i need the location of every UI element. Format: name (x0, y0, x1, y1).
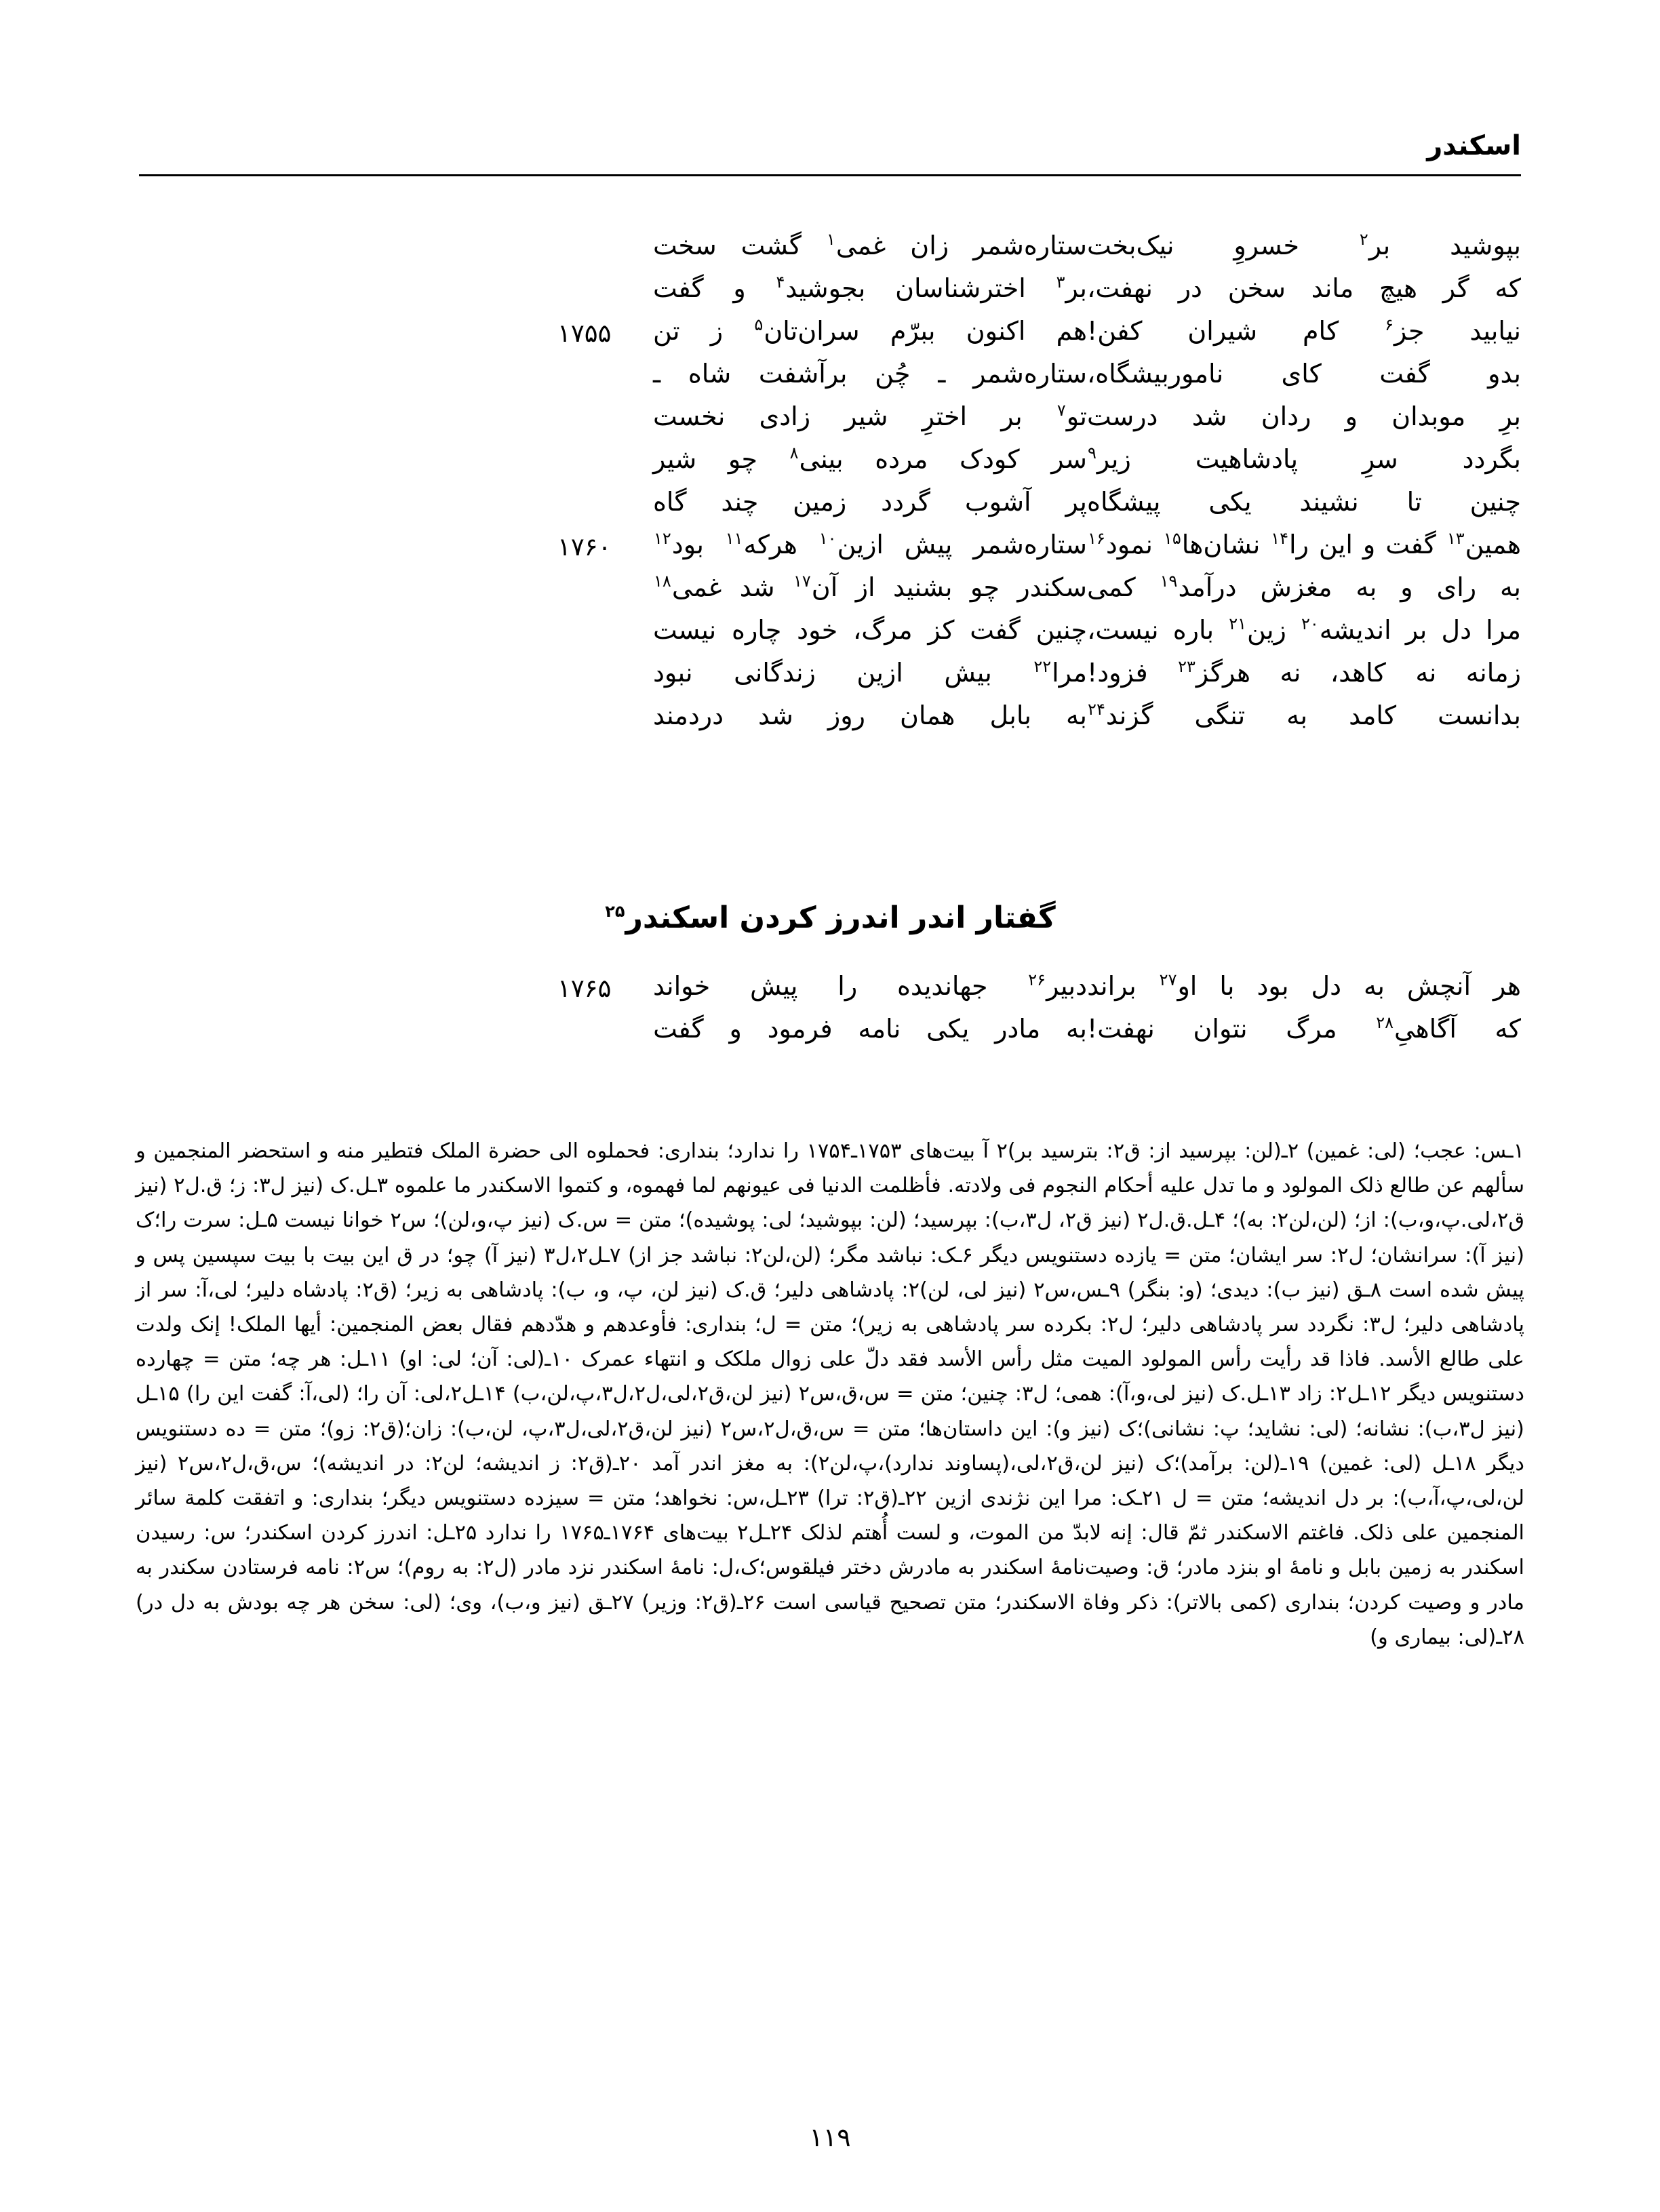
verse-couplet (139, 231, 1521, 273)
verse-word: بابل (989, 700, 1032, 730)
verse-word: بود (1257, 971, 1289, 1001)
verse-word: گفت (1385, 530, 1436, 559)
verse-word: فزود! (1087, 658, 1148, 688)
verse-word: بر (1001, 401, 1023, 431)
verse-word: به (1500, 572, 1521, 602)
verse-word: را (837, 971, 858, 1001)
verse-word: بر (1405, 615, 1427, 645)
verse-number (548, 273, 629, 276)
hemistich-second (1087, 273, 1521, 303)
verse-word: ناموربیشگاه، (1087, 359, 1224, 389)
verse-word: سخت (653, 231, 717, 260)
verse-word: نیابید (1469, 316, 1521, 346)
verse-couplet (139, 487, 1521, 530)
verse-word: نشیند (1299, 487, 1359, 517)
header-divider-rule (139, 174, 1521, 176)
verse-word: زان (910, 231, 949, 260)
running-head: اسکندر (1427, 130, 1521, 161)
verse-word: او$^{۲۷}$ (1159, 970, 1198, 1001)
footnote-marker: ۲۳ (1178, 657, 1195, 677)
verse-word: هر (1493, 971, 1521, 1001)
footnote-marker: ۱۰ (818, 529, 837, 549)
verse-word: نیست (653, 615, 717, 645)
verse-word: خود (797, 615, 838, 645)
footnote-marker: ۱۷ (793, 572, 811, 591)
hemistich-first (653, 530, 1087, 559)
verse-number: ۱۷۵۵ (557, 319, 612, 348)
verse-word: شد (758, 700, 793, 730)
verse-word: یکی (1208, 487, 1252, 517)
verse-word: پر (1065, 487, 1087, 517)
verse-word: تنگی (1194, 700, 1246, 730)
verse-word: پیشگاه (1087, 487, 1161, 517)
footnotes-apparatus (136, 1134, 1524, 1655)
footnote-marker: ۲۷ (1159, 970, 1177, 990)
verse-couplet (139, 615, 1521, 658)
verse-word: باره (1172, 615, 1214, 645)
verse-word: به (1286, 700, 1308, 730)
verse-word: زین$^{۲۱}$ (1229, 614, 1286, 645)
hemistich-second (1087, 615, 1521, 645)
verse-word: از (855, 572, 875, 602)
hemistich-first (653, 444, 1087, 474)
verse-word: براند (1087, 971, 1137, 1001)
verse-word: یکی (926, 1014, 970, 1044)
verse-word: ردان (1261, 401, 1311, 431)
verse-word: چو (970, 572, 1000, 602)
verse-word: جهاندیده (896, 971, 988, 1001)
section-heading-note-marker: ۲۵ (605, 902, 625, 922)
verse-couplet (139, 401, 1521, 444)
verse-word: ماند (1311, 273, 1354, 303)
hemistich-second (1087, 971, 1521, 1001)
verse-word: زندگانی (734, 658, 816, 688)
verse-word: نامه (858, 1014, 901, 1044)
verse-word: آشوب (964, 487, 1031, 517)
verse-word: مرده (875, 444, 928, 474)
verse-word: بجوشید$^۴$ (776, 273, 866, 303)
verse-word: همین$^{۱۳}$ (1446, 529, 1521, 559)
footnote-marker: ۴ (776, 273, 785, 292)
verse-word: شد (1191, 401, 1227, 431)
verse-couplet (139, 971, 1521, 1014)
verse-word: کاهد، (1330, 658, 1386, 688)
hemistich-second (1087, 530, 1521, 559)
verse-word: در (1178, 273, 1202, 303)
verse-word: نهفت! (1087, 1014, 1155, 1044)
footnote-marker: ۱۱ (725, 529, 743, 549)
verse-word: و (1345, 401, 1358, 431)
verse-word: کفن! (1087, 316, 1143, 346)
hemistich-second (1087, 1014, 1521, 1044)
hemistich-first (653, 359, 1087, 389)
hemistich-second (1087, 487, 1521, 517)
footnote-marker: ۹ (1088, 443, 1096, 463)
verse-word: شد (739, 572, 775, 602)
hemistich-second (1087, 231, 1521, 260)
verse-word: بدو (1488, 359, 1521, 389)
verse-word: فرمود (767, 1014, 833, 1044)
verse-word: شیران (1187, 316, 1258, 346)
verse-word: بپوشید (1450, 231, 1521, 260)
verse-couplet (139, 530, 1521, 572)
verse-word: هرکه$^{۱۱}$ (725, 529, 797, 559)
verse-word: تا (1406, 487, 1422, 517)
verse-word: سران‌تان$^۵$ (754, 315, 860, 346)
verse-word: چُن (875, 359, 911, 389)
verse-word: همان (899, 700, 955, 730)
footnote-marker: ۱۴ (1271, 529, 1289, 549)
verse-word: نخست (653, 401, 726, 431)
verse-word: تو$^۷$ (1056, 401, 1087, 431)
hemistich-second (1087, 316, 1521, 346)
verse-word: بدانست (1438, 700, 1521, 730)
verse-word: گفت (970, 615, 1021, 645)
verse-word: تن (653, 316, 680, 346)
verse-word: کای (1281, 359, 1322, 389)
verse-word: که (1495, 1014, 1521, 1044)
footnote-marker: ۲۱ (1229, 614, 1247, 634)
footnote-marker: ۶ (1385, 315, 1394, 335)
page-number: ۱۱۹ (809, 2122, 851, 2152)
verse-number (548, 487, 629, 490)
verse-number (548, 615, 629, 618)
footnote-marker: ۲۲ (1033, 657, 1052, 677)
verse-word: کمی (1087, 572, 1136, 602)
verse-word: روز (827, 700, 865, 730)
verse-word: ازین$^{۱۰}$ (818, 529, 884, 559)
page-header (139, 132, 1521, 193)
verse-word: کامد (1349, 700, 1397, 730)
hemistich-second (1087, 572, 1521, 602)
verse-word: زادی (759, 401, 811, 431)
verse-word: نه (1415, 658, 1437, 688)
verse-word: گفت (653, 273, 704, 303)
verse-word: چاره (732, 615, 782, 645)
verse-word: نه (1280, 658, 1301, 688)
verse-word: هرگز$^{۲۳}$ (1178, 657, 1250, 688)
hemistich-first (653, 700, 1087, 730)
verse-word: شیر (844, 401, 888, 431)
verse-word: بیش (944, 658, 992, 688)
verse-word: گفت (1379, 359, 1430, 389)
hemistich-first (653, 971, 1087, 1001)
verse-word: و (729, 1014, 742, 1044)
hemistich-second (1087, 359, 1521, 389)
footnote-marker: ۲۴ (1088, 700, 1105, 719)
verse-number (548, 359, 629, 361)
verse-word: را$^{۱۴}$ (1271, 529, 1309, 559)
footnote-marker: ۲ (1359, 230, 1368, 250)
verse-couplet (139, 700, 1521, 743)
verse-word: کام (1303, 316, 1339, 346)
verse-word: ـ (653, 359, 661, 389)
verse-block-secondary (139, 971, 1521, 1056)
verse-word: با (1219, 971, 1235, 1001)
footnote-marker: ۱۲ (654, 529, 671, 549)
verse-word: برآشفت (758, 359, 848, 389)
verse-word: گاه (653, 487, 687, 517)
verse-word: و (733, 273, 746, 303)
verse-word: آگاهیِ$^{۲۸}$ (1376, 1013, 1457, 1044)
verse-word: آنچش (1406, 971, 1471, 1001)
verse-word: بشنید (893, 572, 953, 602)
verse-word: غمی$^۱$ (826, 230, 886, 260)
verse-word: مرگ (1286, 1014, 1337, 1044)
verse-word: گزند$^{۲۴}$ (1088, 700, 1153, 730)
verse-word: رای (1436, 572, 1477, 602)
verse-word: و (1362, 530, 1376, 559)
verse-number: ۱۷۶۰ (557, 532, 612, 561)
footnote-marker: ۱۸ (654, 572, 671, 591)
verse-word: مغزش (1260, 572, 1332, 602)
verse-word: سخن (1227, 273, 1286, 303)
hemistich-second (1087, 658, 1521, 688)
footnote-marker: ۵ (754, 315, 764, 335)
verse-word: دل (1441, 615, 1471, 645)
verse-word: اکنون (966, 316, 1026, 346)
verse-word: زیر$^۹$ (1088, 443, 1131, 474)
footnote-marker: ۱۳ (1446, 529, 1465, 549)
verse-word: ستاره‌شمر (973, 530, 1087, 559)
verse-word: چند (721, 487, 759, 517)
verse-couplet (139, 273, 1521, 316)
verse-word: گردد (881, 487, 930, 517)
footnote-paragraph: ۱ـس: عجب؛ (لی: غمین) ۲ـ(لن: بپرسید از: ق۲: بترسید بر)٢ آ بیت‌های ۱۷۵۳ـ۱۷۵۴ را ندارد؛ بنداری: فحملوه الی حضرة الملک فتطیر منه و استحضر المنجمین و سألهم عن طالع ذلک المولود و ما تدل علیه أحکام النجوم فی ولادته. فأظلمت الدنیا فی عیونهم لما فهموه، و کتموا الاسکندر ما علموه ۳ـل.ک (نیز ل۳: ز؛ ق.ل۲ (نیز ق۲،لی.پ،و،ب): از؛ (لن،لن۲: به)؛ ۴ـل.ق.ل۲ (نیز ق۲، ل۳،ب): بپرسید؛ (لن: بپوشید؛ لی: پوشیده)؛ متن = س.ک (نیز پ،و،لن)؛ س۲ خوانا نیست ۵ـل: سرت را؛ک (نیز آ): سرانشان؛ ل۲: سر ایشان؛ متن = یازده دستنویس دیگر ۶ـک: نباشد مگر؛ (لن،لن۲: نباشد جز از) ۷ـل۲،ل۳ (نیز آ) چو؛ در ق این بیت با بیت سپسین پس و پیش شده است ۸ـق (نیز ب): دیدی؛ (و: بنگر) ۹ـس،س۲ (نیز لی، لن)۲: پادشاهی دلیر؛ ق.ک (نیز لن، پ، و، ب): پادشاهی به زیر؛ (ق۲: پادشاه دلیر؛ لی،آ: سر از پادشاهی دلیر؛ ل۳: نگردد سر پادشاهی دلیر؛ ل۲: بکرده سر پادشاهی به زیر)؛ متن = ل؛ بنداری: فأوعدهم و هدّدهم فقال بعض المنجمین: أیها الملک! إنک ولدت علی طالع الأسد. فاذا قد رأیت رأس المولود المیت مثل رأس الأسد فقد دلّ علی زوال ملکک و انتهاء عمرک ۱۰ـ(لی: آن؛ لی: او) ۱۱ـل: هر چه؛ متن = چهارده دستنویس دیگر ۱۲ـل۲: زاد ۱۳ـل.ک (نیز لی،و،آ): همی؛ ل۳: چنین؛ متن = س،ق،س۲ (نیز لن،ق۲،لی،ل۲،ل۳،پ،لن،ب) ۱۴ـل۲،لی: آن را؛ (لی،آ: گفت این را) ۱۵ـل (نیز ل۳،ب): نشانه؛ (لی: نشاید؛ پ: نشانی)؛ک (نیز و): این داستان‌ها؛ متن = س،ق،ل۲،س۲ (نیز لن،ق۲،لی،ل۳،پ، لن،ب): زان؛(ق۲: زو)؛ متن = ده دستنویس دیگر ۱۸ـل (لی: غمین) ۱۹ـ(لن: برآمد)؛ک (نیز لن،ق۲،لی،(پساوند ندارد)،پ،لن۲): به مغز اندر آمد ۲۰ـ(ق۲: ز اندیشه؛ لن۲: در اندیشه)؛ س،ق،ل۲،س۲ (نیز لن،لی،پ،آ،ب): بر دل اندیشه؛ متن = ل ۲۱ـک: مرا این نژندی ازین ۲۲ـ(ق۲: ترا) ۲۳ـل،س: نخواهد؛ متن = سیزده دستنویس دیگر؛ بنداری: و اتفقت کلمة سائر المنجمین علی ذلک. فاغتم الاسکندر ثمّ قال: إنه لابدّ من الموت، و لست أُهتم لذلک ۲۴ـل۲ بیت‌های ۱۷۶۴ـ۱۷۶۵ را ندارد ۲۵ـل: اندرز کردن اسکندر؛ س: رسیدن اسکندر به زمین بابل و نامهٔ او بنزد مادر؛ ق: وصیت‌نامهٔ اسکندر به مادرش دختر فیلقوس؛ک،ل: نامهٔ اسکندر نزد مادر (ل۲: به روم)؛ س۲: نامه فرستادن سکندر به مادر و وصیت کردن؛ بنداری (کمی بالاتر): ذکر وفاة الاسکندر؛ متن تصحیح قیاسی است ۲۶ـ(ق۲: وزیر) ۲۷ـق (نیز و،ب)، وی؛ (لی: سخن هر چه بودش به دل در) ۲۸ـ(لی: بیماری و) (136, 1139, 1525, 1649)
hemistich-first (653, 572, 1087, 602)
verse-word: نهفت، (1087, 273, 1153, 303)
verse-word: نشان‌ها$^{۱۵}$ (1163, 529, 1261, 559)
footnote-marker: ۲۶ (1028, 970, 1046, 990)
verse-word: پادشاهیت (1195, 444, 1299, 474)
footnote-marker: ۱۶ (1088, 529, 1105, 549)
hemistich-first (653, 615, 1087, 645)
hemistich-second (1087, 444, 1521, 474)
verse-word: بگردد (1462, 444, 1521, 474)
footnote-marker: ۳ (1056, 273, 1065, 292)
verse-word: درست (1087, 401, 1158, 431)
verse-word: هم (1056, 316, 1087, 346)
verse-number (548, 444, 629, 447)
section-heading-text: گفتار اندر اندرز کردن اسکندر (625, 901, 1056, 935)
verse-word: سرِ (1362, 444, 1398, 474)
verse-couplet (139, 444, 1521, 487)
hemistich-first (653, 316, 1087, 346)
verse-word: جز$^۶$ (1385, 315, 1425, 346)
verse-word: و (1400, 572, 1413, 602)
verse-word: کز (928, 615, 955, 645)
verse-word: بر$^۲$ (1359, 230, 1391, 260)
verse-word: ستاره‌شمر (973, 231, 1087, 260)
verse-word: به (1364, 971, 1385, 1001)
verse-word: نبود (653, 658, 693, 688)
verse-word: بینی$^۸$ (789, 443, 844, 474)
verse-word: ازین (856, 658, 903, 688)
verse-couplet (139, 572, 1521, 615)
hemistich-first (653, 231, 1087, 260)
verse-word: مرا (1486, 615, 1521, 645)
hemistich-first (653, 487, 1087, 517)
verse-word: به (1356, 572, 1377, 602)
footnote-marker: ۸ (789, 443, 799, 463)
verse-number (548, 572, 629, 575)
verse-number (548, 1014, 629, 1016)
footnote-marker: ۱۵ (1163, 529, 1181, 549)
hemistich-second (1087, 401, 1521, 431)
verse-word: ستاره‌شمر (973, 359, 1087, 389)
verse-word: خواند (653, 971, 711, 1001)
verse-number: ۱۷۶۵ (557, 974, 612, 1003)
verse-word: زمانه (1465, 658, 1521, 688)
footnote-marker: ۲۰ (1301, 614, 1319, 634)
verse-word: گر (1442, 273, 1469, 303)
verse-word: موبدان (1391, 401, 1466, 431)
hemistich-first (653, 273, 1087, 303)
footnote-marker: ۲۸ (1376, 1013, 1394, 1033)
verse-number (548, 401, 629, 404)
footnote-marker: ۷ (1056, 401, 1066, 420)
verse-word: هیچ (1379, 273, 1417, 303)
footnote-marker: ۱۹ (1160, 572, 1178, 591)
verse-word: کودک (959, 444, 1020, 474)
verse-word: شاه (688, 359, 732, 389)
verse-word: نمود$^{۱۶}$ (1088, 529, 1153, 559)
verse-word: درآمد$^{۱۹}$ (1160, 572, 1237, 602)
verse-word: دل (1311, 971, 1342, 1001)
verse-word: بود$^{۱۲}$ (654, 529, 704, 559)
verse-word: چنین (1469, 487, 1521, 517)
verse-couplet (139, 658, 1521, 700)
verse-word: زمین (793, 487, 847, 517)
verse-word: بر$^۳$ (1056, 273, 1087, 303)
verse-word: دبیر$^{۲۶}$ (1028, 970, 1087, 1001)
verse-number (548, 700, 629, 703)
verse-word: اخترشناسان (895, 273, 1026, 303)
verse-couplet (139, 1014, 1521, 1056)
hemistich-first (653, 658, 1087, 688)
verse-number (548, 658, 629, 660)
verse-word: سکندر (1017, 572, 1087, 602)
verse-word: پیش (750, 971, 798, 1001)
verse-couplet (139, 316, 1521, 359)
hemistich-second (1087, 700, 1521, 730)
verse-word: ز (710, 316, 724, 346)
verse-word: پیش (904, 530, 953, 559)
footnote-marker: ۱ (826, 230, 835, 250)
verse-number (548, 231, 629, 233)
verse-word: خسروِ (1233, 231, 1300, 260)
verse-word: گفت (653, 1014, 704, 1044)
verse-word: ببرّم (890, 316, 936, 346)
verse-word: مرگ، (852, 615, 913, 645)
verse-word: ـ (938, 359, 946, 389)
verse-word: غمی$^{۱۸}$ (654, 572, 722, 602)
hemistich-first (653, 1014, 1087, 1044)
verse-word: اندیشه$^{۲۰}$ (1301, 614, 1391, 645)
verse-word: به (1066, 700, 1087, 730)
verse-word: چنین (1035, 615, 1087, 645)
verse-word: مرا$^{۲۲}$ (1033, 657, 1087, 688)
verse-couplet (139, 359, 1521, 401)
verse-word: نیست، (1087, 615, 1159, 645)
verse-word: چو (728, 444, 757, 474)
verse-word: شیر (653, 444, 697, 474)
verse-word: سر (1051, 444, 1087, 474)
verse-word: گشت (740, 231, 802, 260)
hemistich-first (653, 401, 1087, 431)
verse-word: که (1495, 273, 1521, 303)
verse-word: نتوان (1193, 1014, 1248, 1044)
verse-word: به (1066, 1014, 1087, 1044)
verse-word: نیک‌بخت (1087, 231, 1174, 260)
section-heading (0, 901, 1660, 935)
verse-word: اخترِ (922, 401, 968, 431)
verse-word: دردمند (653, 700, 724, 730)
verse-word: آن$^{۱۷}$ (793, 572, 838, 602)
verse-word: این (1318, 530, 1353, 559)
verse-word: مادر (995, 1014, 1041, 1044)
verse-word: برِ (1499, 401, 1521, 431)
verse-block-primary (139, 231, 1521, 743)
